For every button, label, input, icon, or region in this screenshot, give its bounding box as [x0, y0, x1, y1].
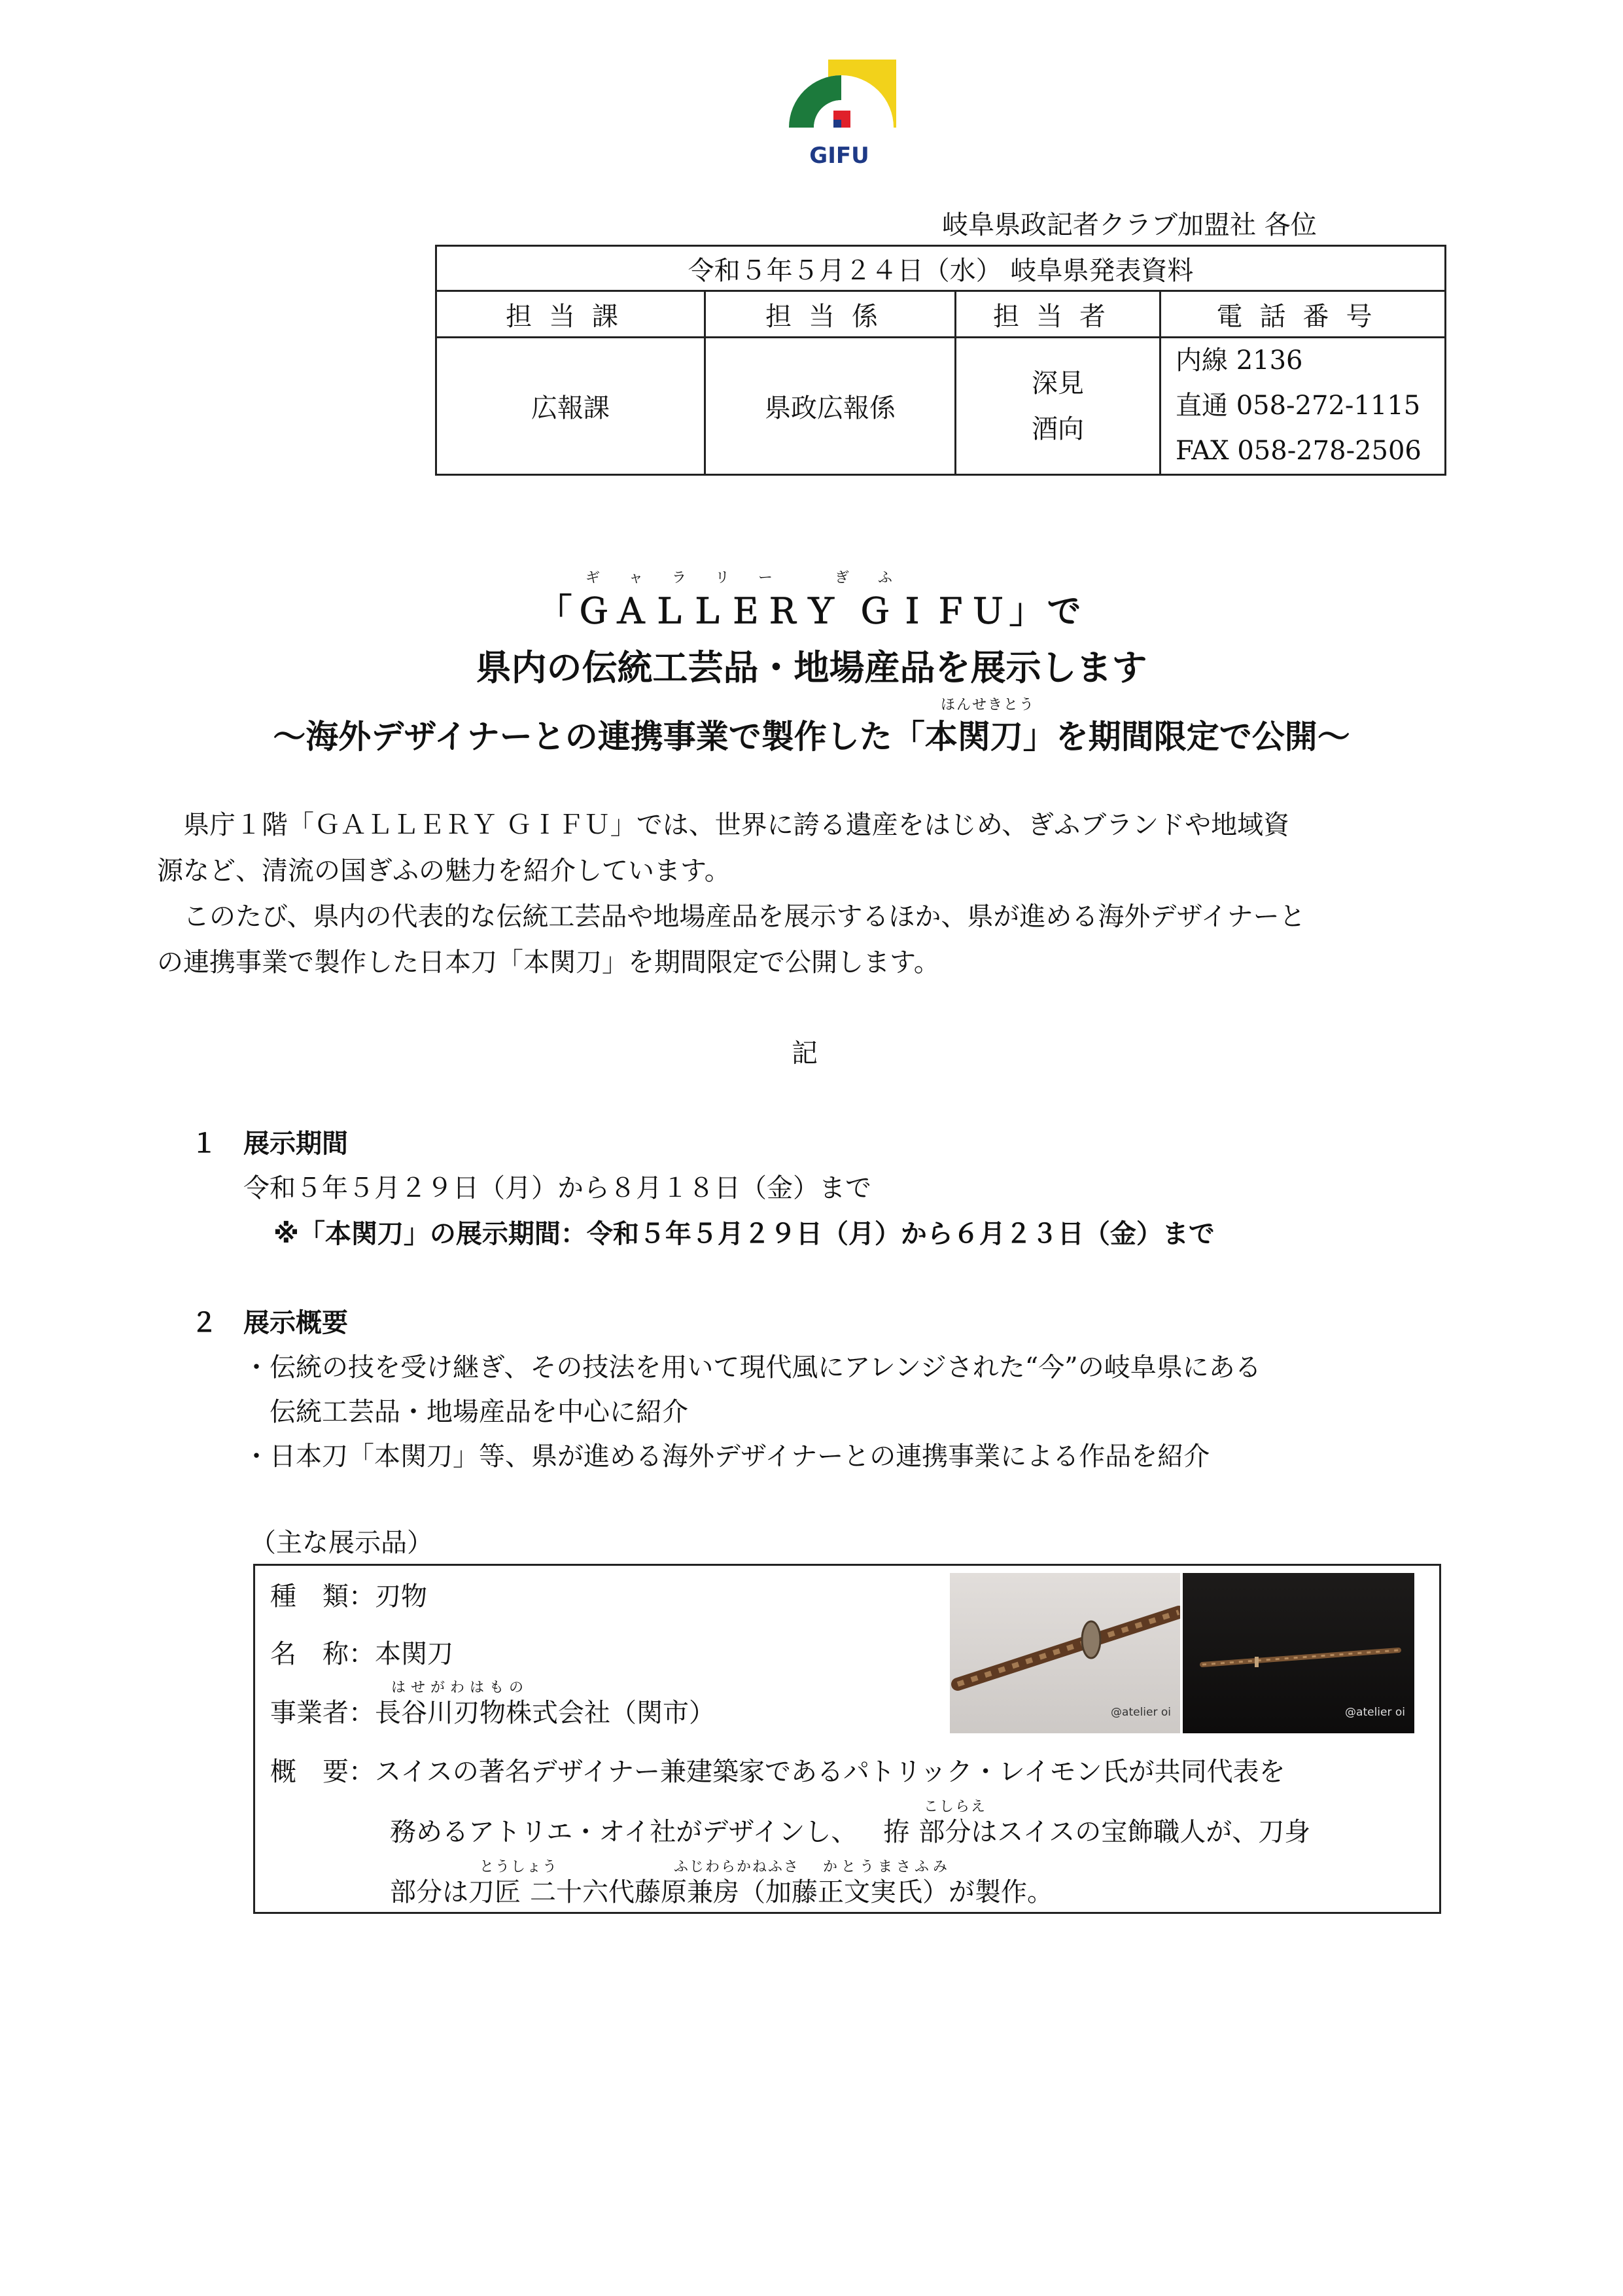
photo-credit-2: @atelier oi — [1345, 1706, 1405, 1719]
intro-paragraph — [157, 802, 1465, 985]
exhibit-maker-value: 長谷川刃物株式会社（関市） — [375, 1698, 715, 1728]
title-line-1: 「ＧＡＬＬＥＲＹ ＧＩＦＵ」で — [538, 592, 1085, 631]
phone-values — [1161, 338, 1446, 475]
exhibit-type-value: 刃物 — [375, 1581, 427, 1612]
exhibit-type-label: 種 類： — [270, 1581, 375, 1612]
release-date: 令和５年５月２４日（水） 岐阜県発表資料 — [436, 246, 1446, 291]
sword-photo-1 — [950, 1573, 1180, 1733]
section-2-bullet-2: ・日本刀「本関刀」等、県が進める海外デザイナーとの連携事業による作品を紹介 — [243, 1441, 1210, 1472]
exhibit-name-label: 名 称： — [270, 1639, 375, 1669]
title-ruby-gallery: ギャラリー ぎふ — [585, 570, 921, 586]
summary-koshirae: 拵 — [883, 1817, 910, 1847]
exhibit-ruby-katou: かとうまさふみ — [823, 1859, 952, 1875]
logo-text: GIFU — [809, 143, 869, 169]
phone-direct: 直通 058-272-1115 — [1176, 391, 1421, 421]
contact-table — [435, 245, 1446, 476]
exhibit-ruby-toushou: とうしょう — [480, 1859, 559, 1875]
summary-fujiwara: 二十六代藤原兼房 — [530, 1877, 739, 1907]
section-2-heading: 展示概要 — [243, 1308, 348, 1338]
phone-fax: FAX 058-278-2506 — [1176, 436, 1422, 466]
person-1: 深見 — [1032, 368, 1084, 398]
section-value: 広報課 — [436, 338, 705, 475]
exhibit-name-row — [270, 1633, 453, 1670]
exhibit-summary-line-3 — [390, 1871, 1053, 1909]
section-2-number: ２ — [191, 1308, 217, 1338]
summary-line-2-b: 部分はスイスの宝飾職人が、刀身 — [918, 1817, 1311, 1847]
header-person: 担当者 — [956, 291, 1161, 338]
exhibit-type-row — [270, 1576, 427, 1613]
exhibit-summary-line-1: スイスの著名デザイナー兼建築家であるパトリック・レイモン氏が共同代表を — [375, 1757, 1285, 1787]
section-2-bullet-1-line-2: 伝統工芸品・地場産品を中心に紹介 — [270, 1397, 688, 1427]
exhibit-summary-row — [270, 1751, 1285, 1788]
header-section: 担当課 — [436, 291, 705, 338]
exhibit-summary-label: 概 要： — [270, 1757, 375, 1787]
exhibits-caption: （主な展示品） — [250, 1528, 433, 1558]
title-ruby-honsekitou: ほんせきとう — [941, 697, 1036, 713]
title-line-3: ～海外デザイナーとの連携事業で製作した「本関刀」を期間限定で公開～ — [273, 718, 1350, 756]
header-phone: 電話番号 — [1161, 291, 1446, 338]
person-values — [956, 338, 1161, 475]
exhibit-ruby-fujiwara: ふじわらかねふさ — [674, 1859, 800, 1875]
intro-p2-line1: このたび、県内の代表的な伝統工芸品や地場産品を展示するほか、県が進める海外デザイナーと — [183, 902, 1306, 932]
exhibit-maker-ruby: はせがわはもの — [391, 1680, 529, 1696]
exhibit-maker-label: 事業者： — [270, 1698, 375, 1728]
intro-p1-line1: 県庁１階「ＧＡＬＬＥＲＹ ＧＩＦＵ」では、世界に誇る遺産をはじめ、ぎふブランドや地域資 — [183, 810, 1290, 840]
recipient-line: 岐阜県政記者クラブ加盟社 各位 — [942, 210, 1317, 240]
exhibit-maker-row — [270, 1692, 715, 1729]
section-1-number: １ — [191, 1129, 217, 1159]
person-2: 酒向 — [1032, 414, 1084, 444]
intro-p1-line2: 源など、清流の国ぎふの魅力を紹介しています。 — [157, 856, 731, 886]
unit-value: 県政広報係 — [705, 338, 956, 475]
phone-extension: 内線 2136 — [1176, 345, 1303, 376]
header-unit: 担当係 — [705, 291, 956, 338]
summary-toushou: 刀匠 — [468, 1877, 521, 1907]
title-line-2: 県内の伝統工芸品・地場産品を展示します — [476, 647, 1147, 688]
exhibit-ruby-koshirae: こしらえ — [924, 1799, 987, 1815]
photo-credit-1: @atelier oi — [1111, 1706, 1171, 1719]
intro-p2-line2: の連携事業で製作した日本刀「本関刀」を期間限定で公開します。 — [157, 947, 940, 978]
section-1-period: 令和５年５月２９日（月）から８月１８日（金）まで — [243, 1173, 871, 1203]
exhibit-summary-line-2 — [390, 1811, 1310, 1848]
summary-line-3-b: が製作。 — [949, 1877, 1053, 1907]
ki-heading: 記 — [792, 1038, 818, 1069]
summary-katou: （加藤正文実氏） — [739, 1877, 949, 1907]
section-2-bullet-1-line-1: ・伝統の技を受け継ぎ、その技法を用いて現代風にアレンジされた“今”の岐阜県にある — [243, 1352, 1261, 1383]
summary-line-2-a: 務めるアトリエ・オイ社がデザインし、 — [390, 1817, 858, 1847]
summary-line-3-a: 部分は — [390, 1877, 468, 1907]
section-1-heading: 展示期間 — [243, 1129, 348, 1159]
sword-photo-2 — [1183, 1573, 1414, 1733]
exhibit-name-value: 本関刀 — [375, 1639, 453, 1669]
section-1-note: ※「本関刀」の展示期間：令和５年５月２９日（月）から６月２３日（金）まで — [273, 1219, 1215, 1249]
